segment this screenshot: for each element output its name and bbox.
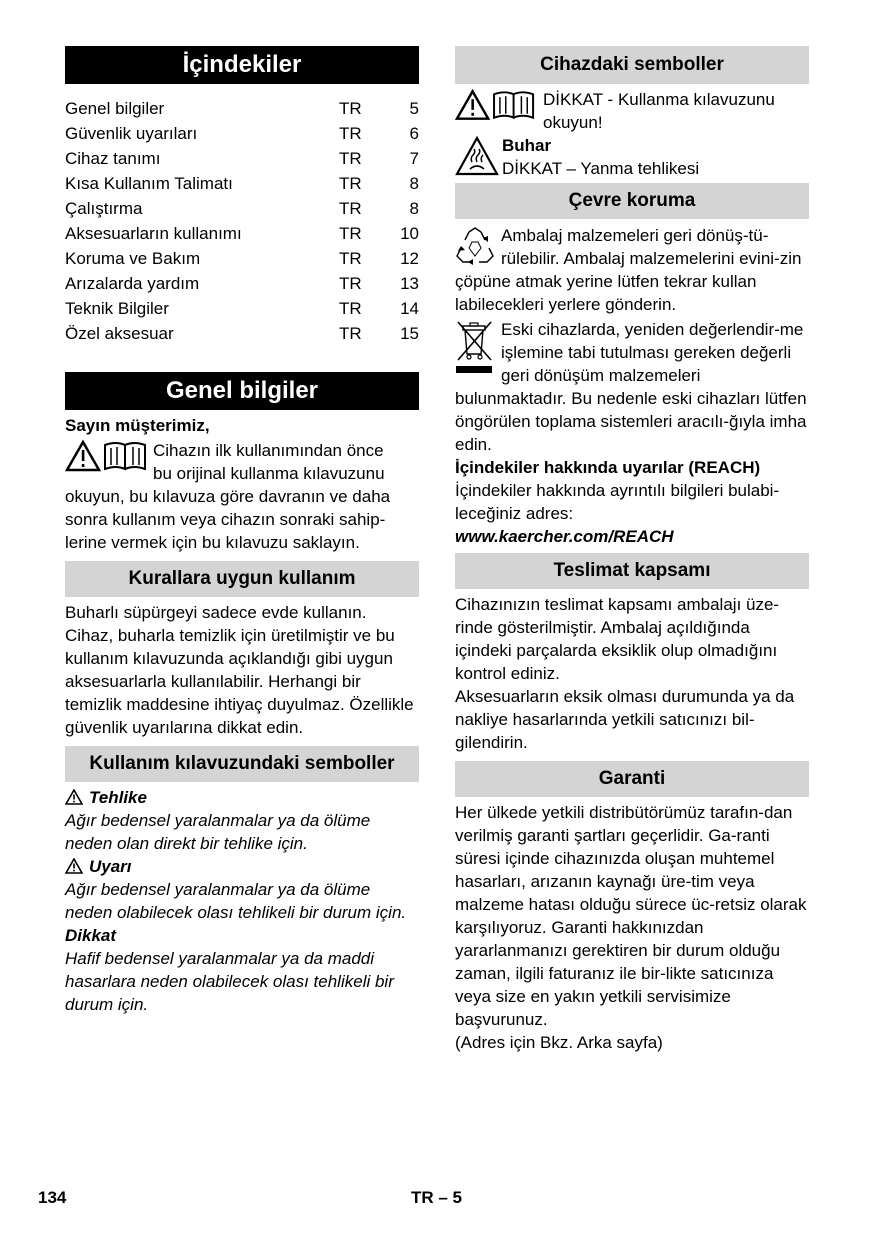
toc-item-page: 7 xyxy=(409,149,419,168)
toc-item[interactable] xyxy=(65,171,419,196)
language-page-label: TR – 5 xyxy=(411,1188,463,1207)
toc-item[interactable] xyxy=(65,321,419,346)
toc-item-title: Kısa Kullanım Talimatı xyxy=(65,174,233,193)
toc-item[interactable] xyxy=(65,196,419,221)
toc-title: İçindekiler xyxy=(65,46,419,84)
uyari-text: Ağır bedensel yaralanmalar ya da ölüme neden olabilecek olası tehlikeli bir durum için. xyxy=(65,880,407,922)
toc-item-lang: TR xyxy=(339,274,362,293)
warning-triangle-icon xyxy=(65,789,83,805)
toc-item-page: 8 xyxy=(409,174,419,193)
recycle-icon xyxy=(455,226,495,266)
dikkat-label: Dikkat xyxy=(65,926,117,945)
toc-item[interactable] xyxy=(65,246,419,271)
genel-bilgiler-title: Genel bilgiler xyxy=(65,372,419,410)
cevre-title: Çevre koruma xyxy=(455,183,809,219)
toc-item[interactable] xyxy=(65,121,419,146)
cihaz-title: Cihazdaki semboller xyxy=(455,46,809,84)
toc-item-page: 6 xyxy=(409,124,419,143)
intro-block xyxy=(65,439,419,485)
intro-text: okuyun, bu kılavuza göre davranın ve daha sonra kullanım veya cihazın sonraki sahip-lerine vermek için bu kılavuzu saklayın. xyxy=(65,487,391,552)
toc-item-title: Güvenlik uyarıları xyxy=(65,124,198,143)
toc-item-lang: TR xyxy=(339,224,362,243)
reach-url[interactable]: www.kaercher.com/REACH xyxy=(455,527,674,546)
weee-text: Eski cihazlarda, yeniden değerlendir-me işlemine tabi tutulması gereken değerli geri dönüşüm malzemeleri bulunmaktadır. Bu nedenle eski cihazları lütfen öngörülen toplama sistemleri aracılı-ğıyla imha edin. xyxy=(455,320,807,454)
reach-text: İçindekiler hakkında ayrıntılı bilgileri bulabi-leceğiniz adres: xyxy=(455,481,780,523)
steam-label: Buhar xyxy=(502,136,552,155)
toc-item-lang: TR xyxy=(339,299,362,318)
toc-item[interactable] xyxy=(65,146,419,171)
warning-manual-icon xyxy=(455,88,537,122)
hot-steam-icon xyxy=(455,136,499,176)
toc-item-title: Cihaz tanımı xyxy=(65,149,161,168)
toc-item-title: Genel bilgiler xyxy=(65,99,165,118)
toc-item-page: 13 xyxy=(400,274,419,293)
page-number: 134 xyxy=(38,1188,67,1207)
intro-line-2: bu orijinal kullanma kılavuzunu xyxy=(153,464,385,483)
toc-item-title: Özel aksesuar xyxy=(65,324,174,343)
toc-item-page: 15 xyxy=(400,324,419,343)
toc-item-page: 5 xyxy=(409,99,419,118)
toc-item-page: 12 xyxy=(400,249,419,268)
garanti-title: Garanti xyxy=(455,761,809,797)
toc-item-lang: TR xyxy=(339,149,362,168)
dikkat-text: Hafif bedensel yaralanmalar ya da maddi hasarlara neden olabilecek olası tehlikeli bir durum için. xyxy=(65,949,394,1014)
toc-item-title: Arızalarda yardım xyxy=(65,274,200,293)
toc-item[interactable] xyxy=(65,96,419,121)
kurallar-text: Buharlı süpürgeyi sadece evde kullanın. Cihaz, buharla temizlik için üretilmiştir ve bu kullanım kılavuzunda açıklandığı gibi uygun aksesuarlarla kullanılabilir. Herhangi bir temizlik maddesine ihtiyaç duyulmaz. Özellikle güvenlik uyarılarına dikkat edin. xyxy=(65,603,414,737)
intro-line-1: Cihazın ilk kullanımından önce xyxy=(153,441,384,460)
warning-manual-icon xyxy=(65,439,149,473)
toc-item-page: 14 xyxy=(400,299,419,318)
uyari-heading xyxy=(65,855,419,878)
toc-item[interactable] xyxy=(65,296,419,321)
garanti-address: (Adres için Bkz. Arka sayfa) xyxy=(455,1033,663,1052)
teslimat-text-1: Cihazınızın teslimat kapsamı ambalajı üze-rinde gösterilmiştir. Ambalaj açıldığında içindeki parçalarda eksiklik olup olmadığını kontrol ediniz. xyxy=(455,595,780,683)
weee-block xyxy=(455,318,809,456)
uyari-label: Uyarı xyxy=(89,857,132,876)
tehlike-heading xyxy=(65,786,419,809)
left-column xyxy=(65,46,419,1016)
reach-label: İçindekiler hakkında uyarılar (REACH) xyxy=(455,458,761,477)
crossed-bin-icon xyxy=(455,320,495,378)
recycle-text: Ambalaj malzemeleri geri dönüş-tü-rülebilir. Ambalaj malzemelerini evini-zin çöpüne atmak yerine lütfen tekrar kullan labilecekleri yerlere gönderin. xyxy=(455,226,802,314)
teslimat-text-2: Aksesuarların eksik olması durumunda ya da nakliye hasarlarında yetkili satıcınızı bil-gilendirin. xyxy=(455,687,795,752)
toc-item-lang: TR xyxy=(339,249,362,268)
garanti-text: Her ülkede yetkili distribütörümüz tarafın-dan verilmiş garanti şartları geçerlidir. Ga-ranti süresi içinde cihazınızda oluşan muhtemel hasarları, arızanın kaynağı üre-tim veya malzeme hatası olduğu sürece üc-retsiz olarak karşılıyoruz. Garanti hakkınızdan yararlanmanızı gerektiren bir durum olduğu zaman, ilgili faturanız ile bir-likte satıcınıza veya size en yakın yetkili servisimize başvurunuz. xyxy=(455,803,807,1029)
tehlike-label: Tehlike xyxy=(89,788,147,807)
toc-item-page: 8 xyxy=(409,199,419,218)
manual-symbol-text: DİKKAT - Kullanma kılavuzunu okuyun! xyxy=(543,90,775,132)
toc-item[interactable] xyxy=(65,221,419,246)
toc-item-lang: TR xyxy=(339,199,362,218)
toc-item-page: 10 xyxy=(400,224,419,243)
right-column xyxy=(455,46,809,1054)
toc-item-title: Aksesuarların kullanımı xyxy=(65,224,242,243)
steam-symbol-row xyxy=(455,134,809,180)
toc-item-lang: TR xyxy=(339,124,362,143)
toc-item-title: Çalıştırma xyxy=(65,199,143,218)
toc-item-lang: TR xyxy=(339,99,362,118)
greeting: Sayın müşterimiz, xyxy=(65,416,210,435)
teslimat-title: Teslimat kapsamı xyxy=(455,553,809,589)
recycle-block xyxy=(455,224,809,316)
toc-item-lang: TR xyxy=(339,174,362,193)
kurallar-title: Kurallara uygun kullanım xyxy=(65,561,419,597)
semboller-title: Kullanım kılavuzundaki semboller xyxy=(65,746,419,782)
warning-triangle-icon xyxy=(65,858,83,874)
toc-item-lang: TR xyxy=(339,324,362,343)
toc-item[interactable] xyxy=(65,271,419,296)
steam-text: DİKKAT – Yanma tehlikesi xyxy=(502,159,700,178)
manual-symbol-row xyxy=(455,88,809,134)
tehlike-text: Ağır bedensel yaralanmalar ya da ölüme neden olan direkt bir tehlike için. xyxy=(65,811,371,853)
table-of-contents xyxy=(65,96,419,346)
toc-item-title: Koruma ve Bakım xyxy=(65,249,201,268)
toc-item-title: Teknik Bilgiler xyxy=(65,299,169,318)
